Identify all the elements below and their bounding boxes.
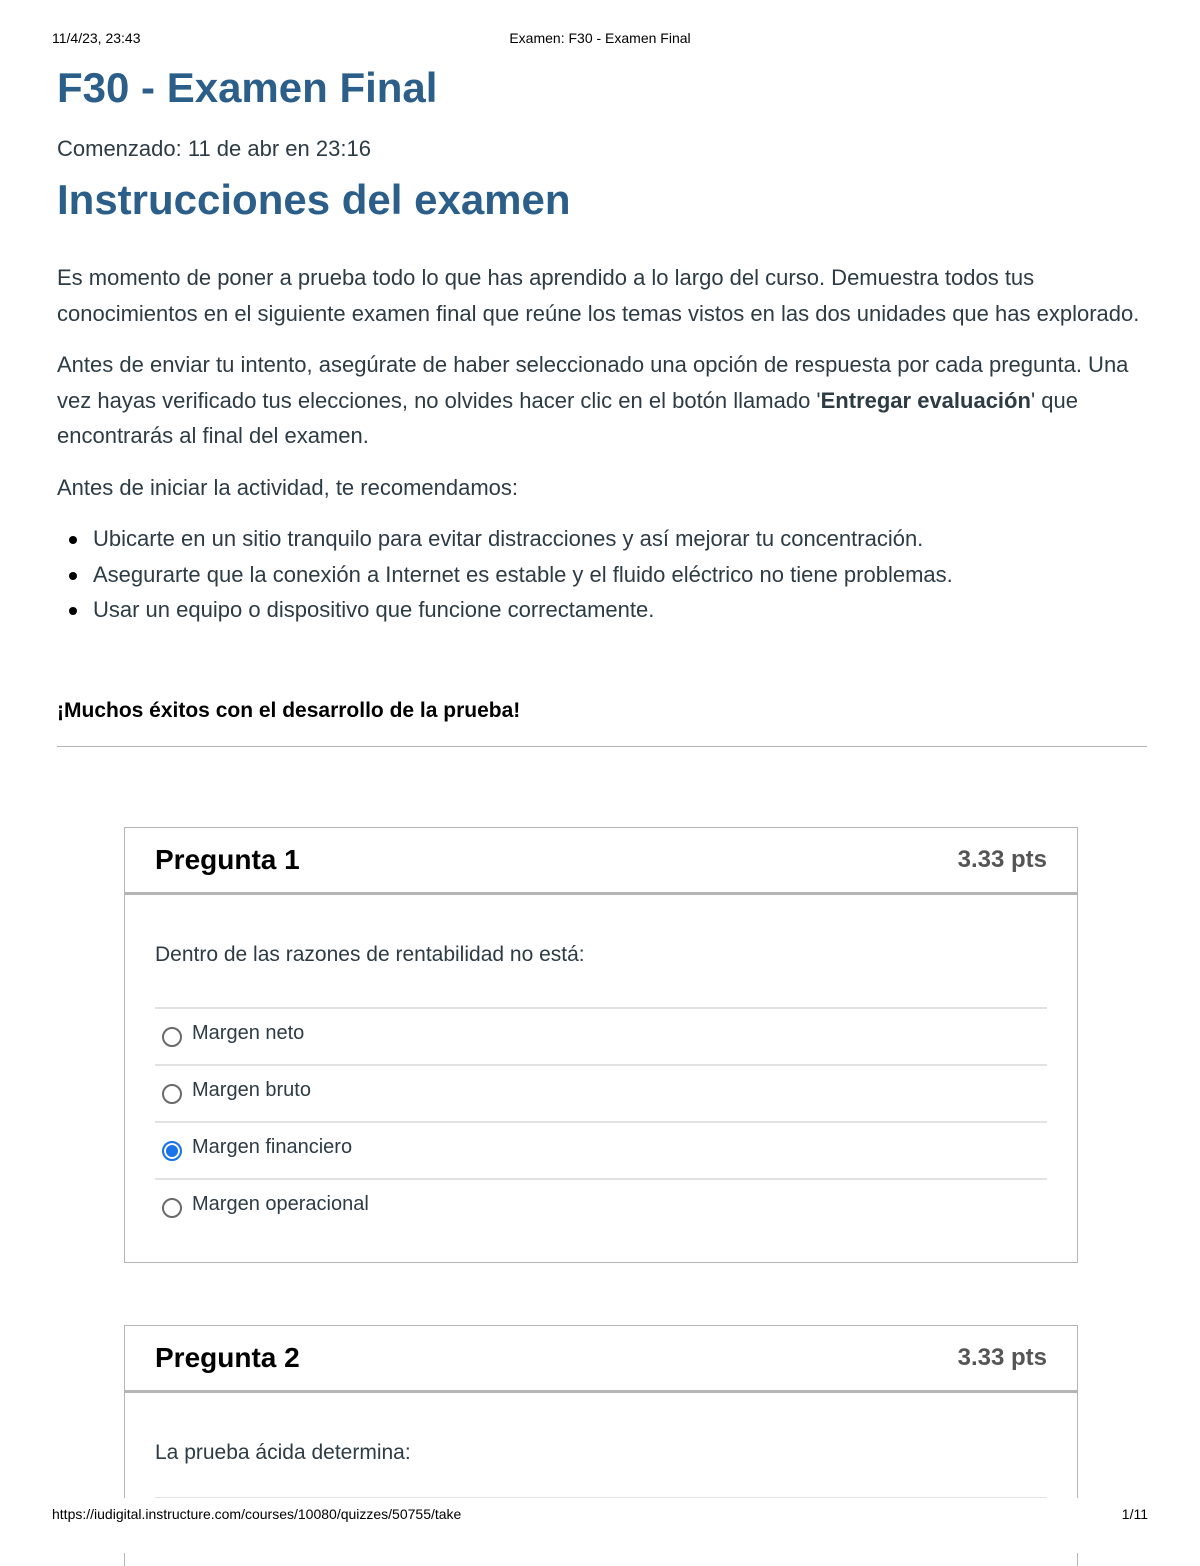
bullet-icon xyxy=(69,607,77,615)
paragraph-2-text-before: Antes de enviar tu intento, asegúrate de haber seleccionado una opción de respuesta por cada pregunta. Una vez hayas verificado tus elecciones, no olvides hacer clic en el botón llamado ' xyxy=(57,352,1129,413)
answer-option-margen-financiero[interactable] xyxy=(155,1121,1047,1178)
instructions-paragraph-2 xyxy=(57,347,1147,454)
instructions-heading: Instrucciones del examen xyxy=(57,176,571,223)
question-points: 3.33 pts xyxy=(957,1344,1047,1371)
answer-option-margen-neto[interactable] xyxy=(155,1007,1047,1064)
answer-label[interactable]: Margen neto xyxy=(192,1022,305,1044)
print-header xyxy=(52,30,1148,48)
bullet-icon xyxy=(69,536,77,544)
print-datetime: 11/4/23, 23:43 xyxy=(52,30,141,46)
radio-unselected-icon[interactable] xyxy=(162,1084,182,1104)
answer-label[interactable]: Margen operacional xyxy=(192,1193,369,1215)
answer-label[interactable]: Margen financiero xyxy=(192,1136,353,1158)
answer-list xyxy=(155,1007,1047,1235)
answer-label[interactable]: Margen bruto xyxy=(192,1079,311,1101)
print-footer xyxy=(52,1506,1148,1524)
instructions-paragraph-1: Es momento de poner a prueba todo lo que has aprendido a lo largo del curso. Demuestra todos tus conocimientos en el siguiente examen final que reúne los temas vistos en las dos unidades que has explorado. xyxy=(57,265,1140,326)
quiz-title: F30 - Examen Final xyxy=(57,64,438,111)
list-item xyxy=(93,592,1147,628)
divider xyxy=(57,746,1147,747)
question-points: 3.33 pts xyxy=(957,846,1047,873)
radio-unselected-icon[interactable] xyxy=(162,1027,182,1047)
question-header xyxy=(125,1326,1077,1393)
started-timestamp: Comenzado: 11 de abr en 23:16 xyxy=(57,136,371,161)
print-page-title: Examen: F30 - Examen Final xyxy=(509,30,691,46)
recommendations-list xyxy=(57,521,1147,628)
answer-option-margen-operacional[interactable] xyxy=(155,1178,1047,1235)
bullet-icon xyxy=(69,572,77,580)
success-message: ¡Muchos éxitos con el desarrollo de la prueba! xyxy=(57,698,521,722)
print-url: https://iudigital.instructure.com/courses/10080/quizzes/50755/take xyxy=(52,1506,462,1522)
question-text: Dentro de las razones de rentabilidad no está: xyxy=(155,943,585,966)
list-item xyxy=(93,557,1147,593)
instructions-paragraph-3: Antes de iniciar la actividad, te recomendamos: xyxy=(57,474,519,500)
answer-option-margen-bruto[interactable] xyxy=(155,1064,1047,1121)
paragraph-2-text-after: ' que encontrarás al final del examen. xyxy=(57,387,1078,448)
list-item xyxy=(93,521,1147,557)
radio-selected-icon[interactable] xyxy=(162,1141,182,1161)
question-body xyxy=(125,895,1077,1235)
submit-button-name: Entregar evaluación xyxy=(820,387,1031,413)
question-title: Pregunta 2 xyxy=(155,1342,300,1373)
question-header xyxy=(125,828,1077,895)
question-1 xyxy=(124,827,1078,1263)
recommendation-text: Asegurarte que la conexión a Internet es estable y el fluido eléctrico no tiene problemas. xyxy=(93,561,953,587)
recommendation-text: Usar un equipo o dispositivo que funcione correctamente. xyxy=(93,597,655,622)
print-page-number: 1/11 xyxy=(1121,1506,1148,1522)
quiz-content xyxy=(57,62,1147,747)
radio-unselected-icon[interactable] xyxy=(162,1198,182,1218)
recommendation-text: Ubicarte en un sitio tranquilo para evitar distracciones y así mejorar tu concentración. xyxy=(93,526,924,551)
question-text: La prueba ácida determina: xyxy=(155,1441,411,1464)
question-title: Pregunta 1 xyxy=(155,844,300,875)
